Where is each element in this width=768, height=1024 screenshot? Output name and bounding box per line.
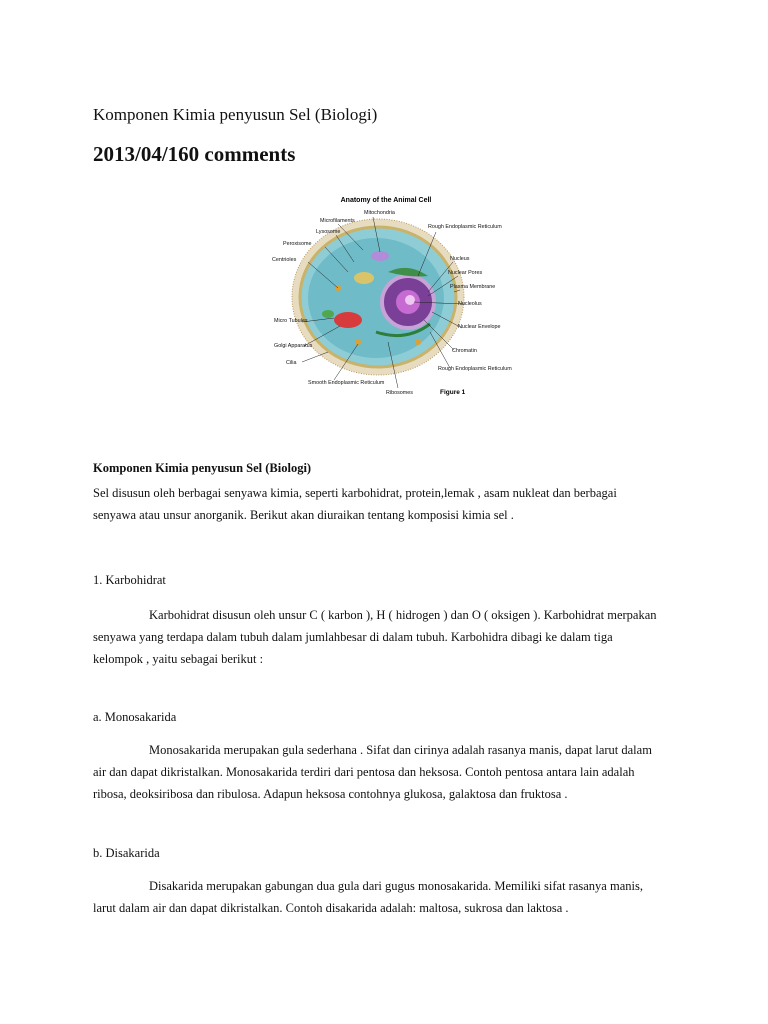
label-nuclear-pores: Nuclear Pores bbox=[448, 270, 483, 276]
label-ribosomes: Ribosomes bbox=[386, 390, 413, 396]
figure-title: Anatomy of the Animal Cell bbox=[340, 197, 432, 204]
heading-monosakarida: a. Monosakarida bbox=[93, 710, 177, 724]
paragraph-monosakarida bbox=[93, 739, 683, 805]
label-nucleus: Nucleus bbox=[450, 256, 470, 262]
paragraph-line: larut dalam air dan dapat dikristalkan. Contoh disakarida adalah: maltosa, sukrosa dan laktosa . bbox=[93, 901, 569, 915]
paragraph-disakarida bbox=[93, 875, 683, 919]
paragraph-line: kelompok , yaitu sebagai berikut : bbox=[93, 652, 264, 666]
label-rough-er-bottom: Rough Endoplasmic Reticulum bbox=[438, 366, 512, 372]
paragraph-line: senyawa yang terdapa dalam tubuh dalam jumlahbesar di dalam tubuh. Karbohidra dibagi ke dalam tiga bbox=[93, 630, 613, 644]
label-golgi-apparatus: Golgi Apparatus bbox=[274, 343, 313, 349]
section-heading: Komponen Kimia penyusun Sel (Biologi) bbox=[93, 461, 312, 475]
paragraph-line: ribosa, deoksiribosa dan ribulosa. Adapun heksosa contohnya glukosa, galaktosa dan fruktosa . bbox=[93, 787, 568, 801]
heading-disakarida: b. Disakarida bbox=[93, 846, 160, 860]
label-mitochondria: Mitochondria bbox=[364, 210, 395, 216]
animal-cell-illustration bbox=[268, 192, 512, 402]
paragraph-line: Monosakarida merupakan gula sederhana . Sifat dan cirinya adalah rasanya manis, dapat larut dalam bbox=[149, 743, 652, 757]
label-rough-er-top: Rough Endoplasmic Reticulum bbox=[428, 224, 502, 230]
label-nucleolus: Nucleolus bbox=[458, 301, 482, 307]
document-title: Komponen Kimia penyusun Sel (Biologi) bbox=[93, 105, 378, 124]
paragraph-line: Disakarida merupakan gabungan dua gula dari gugus monosakarida. Memiliki sifat rasanya manis, bbox=[149, 879, 643, 893]
heading-karbohidrat: 1. Karbohidrat bbox=[93, 573, 166, 587]
label-cilia: Cilia bbox=[286, 360, 297, 366]
post-date-comments: 2013/04/160 comments bbox=[93, 142, 296, 166]
figure-caption: Figure 1 bbox=[440, 389, 466, 396]
paragraph-line: air dan dapat dikristalkan. Monosakarida terdiri dari pentosa dan heksosa. Contoh pentosa antara lain adalah bbox=[93, 765, 635, 779]
label-chromatin: Chromatin bbox=[452, 348, 477, 354]
label-microfilaments: Microfilaments bbox=[320, 218, 355, 224]
label-lysosome: Lysosome bbox=[316, 229, 341, 235]
label-smooth-er: Smooth Endoplasmic Reticulum bbox=[308, 380, 385, 386]
animal-cell-figure bbox=[268, 192, 512, 402]
paragraph-karbohidrat bbox=[93, 604, 683, 670]
intro-paragraph: Sel disusun oleh berbagai senyawa kimia, seperti karbohidrat, protein,lemak , asam nukleat dan berbagai senyawa atau unsur anorganik. Berikut akan diuraikan tentang komposisi kimia sel . bbox=[93, 486, 617, 522]
label-micro-tubules: Micro Tubules bbox=[274, 318, 308, 324]
label-centrioles: Centrioles bbox=[272, 257, 297, 263]
label-nuclear-envelope: Nuclear Envelope bbox=[458, 324, 501, 330]
paragraph-line: Karbohidrat disusun oleh unsur C ( karbon ), H ( hidrogen ) dan O ( oksigen ). Karbohidrat merpakan bbox=[149, 608, 657, 622]
label-plasma-membrane: Plasma Membrane bbox=[450, 284, 496, 290]
label-peroxisome: Peroxisome bbox=[283, 241, 312, 247]
